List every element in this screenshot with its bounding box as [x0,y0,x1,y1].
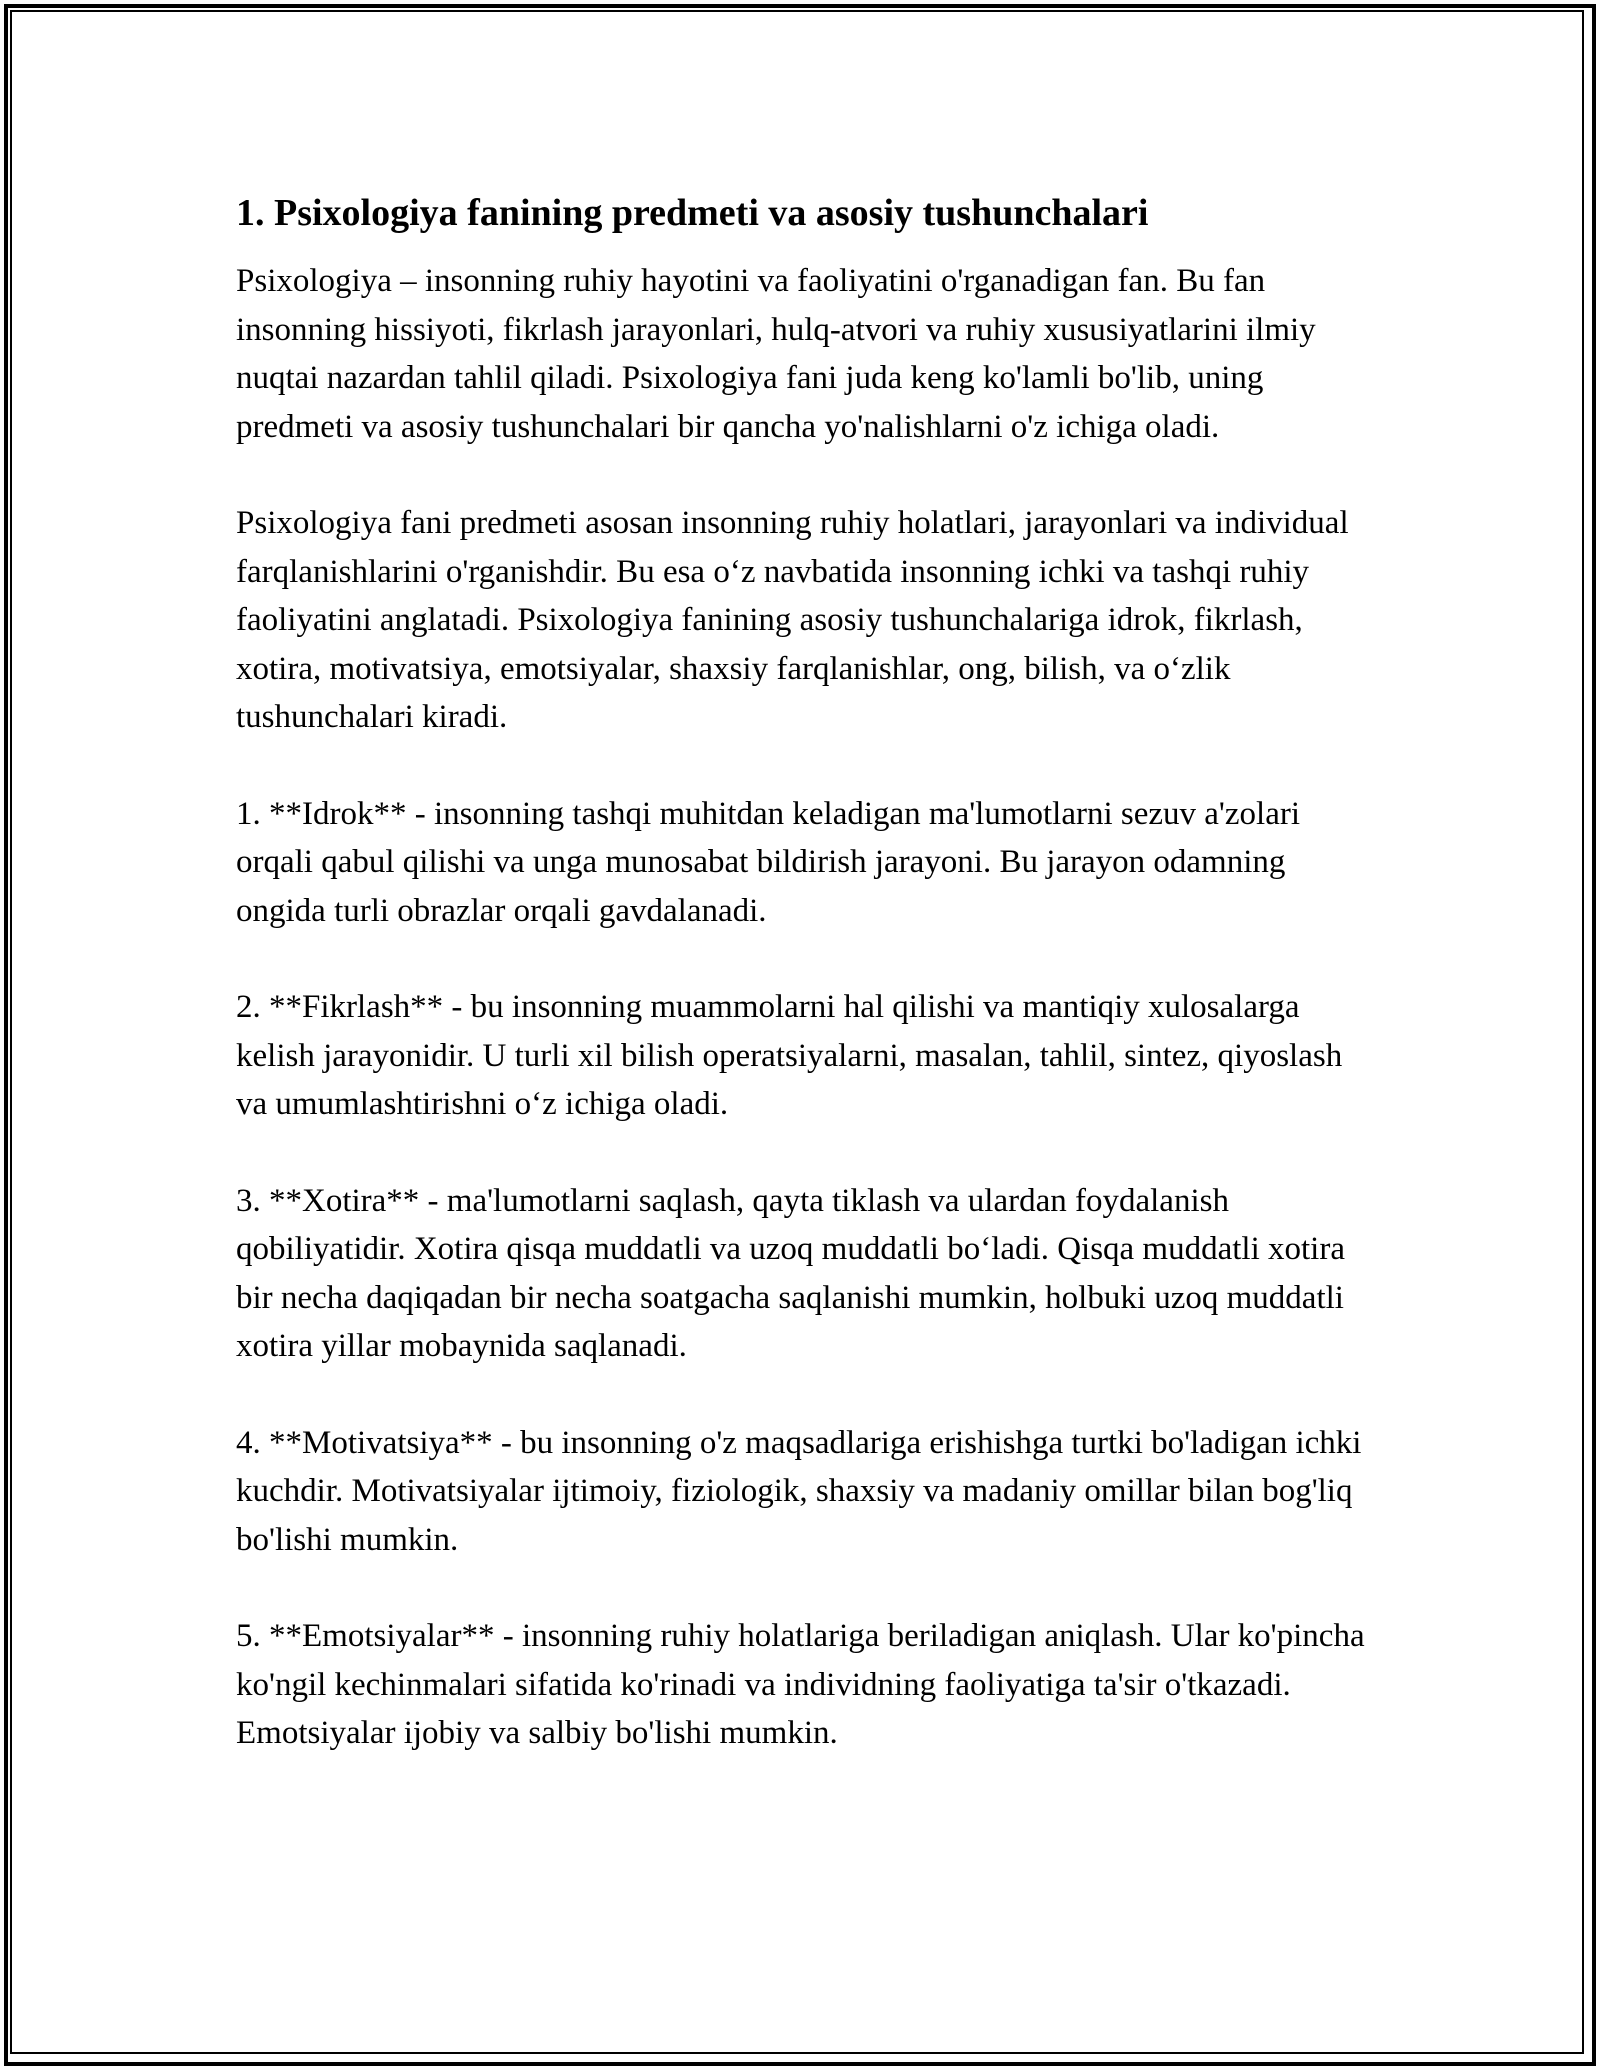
idrok-paragraph: 1. **Idrok** - insonning tashqi muhitdan keladigan ma'lumotlarni sezuv a'zolari orqali qabul qilishi va unga munosabat bildirish jarayoni. Bu jarayon odamning ongida turli obrazlar orqali gavdalanadi. [236,795,1300,929]
document-body [236,185,1366,1806]
section-heading: 1. Psixologiya fanining predmeti va asosiy tushunchalari [236,192,1149,234]
xotira-paragraph: 3. **Xotira** - ma'lumotlarni saqlash, qayta tiklash va ulardan foydalanish qobiliyatidir. Xotira qisqa muddatli va uzoq muddatli bo‘ladi. Qisqa muddatli xotira bir necha daqiqadan bir necha soatgacha saqlanishi mumkin, holbuki uzoq muddatli xotira yillar mobaynida saqlanadi. [236,1182,1345,1364]
motivatsiya-paragraph: 4. **Motivatsiya** - bu insonning o'z maqsadlariga erishishga turtki bo'ladigan ichki kuchdir. Motivatsiyalar ijtimoiy, fiziologik, shaxsiy va madaniy omillar bilan bog'liq bo'lishi mumkin. [236,1424,1362,1558]
emotsiyalar-paragraph: 5. **Emotsiyalar** - insonning ruhiy holatlariga beriladigan aniqlash. Ular ko'pincha ko'ngil kechinmalari sifatida ko'rinadi va individning faoliyatiga ta'sir o'tkazadi. Emotsiyalar ijobiy va salbiy bo'lishi mumkin. [236,1618,1365,1751]
subject-paragraph: Psixologiya fani predmeti asosan insonning ruhiy holatlari, jarayonlari va individual farqlanishlarini o'rganishdir. Bu esa o‘z navbatida insonning ichki va tashqi ruhiy faoliyatini anglatadi. Psixologiya fanining asosiy tushunchalariga idrok, fikrlash, xotira, motivatsiya, emotsiyalar, shaxsiy farqlanishlar, ong, bilish, va o‘zlik tushunchalari kiradi. [236,505,1349,735]
intro-paragraph: Psixologiya – insonning ruhiy hayotini va faoliyatini o'rganadigan fan. Bu fan insonning hissiyoti, fikrlash jarayonlari, hulq-atvori va ruhiy xususiyatlarini ilmiy nuqtai nazardan tahlil qiladi. Psixologiya fani juda keng ko'lamli bo'lib, uning predmeti va asosiy tushunchalari bir qancha yo'nalishlarni o'z ichiga oladi. [236,263,1316,445]
fikrlash-paragraph: 2. **Fikrlash** - bu insonning muammolarni hal qilishi va mantiqiy xulosalarga kelish jarayonidir. U turli xil bilish operatsiyalarni, masalan, tahlil, sintez, qiyoslash va umumlashtirishni o‘z ichiga oladi. [236,989,1343,1122]
